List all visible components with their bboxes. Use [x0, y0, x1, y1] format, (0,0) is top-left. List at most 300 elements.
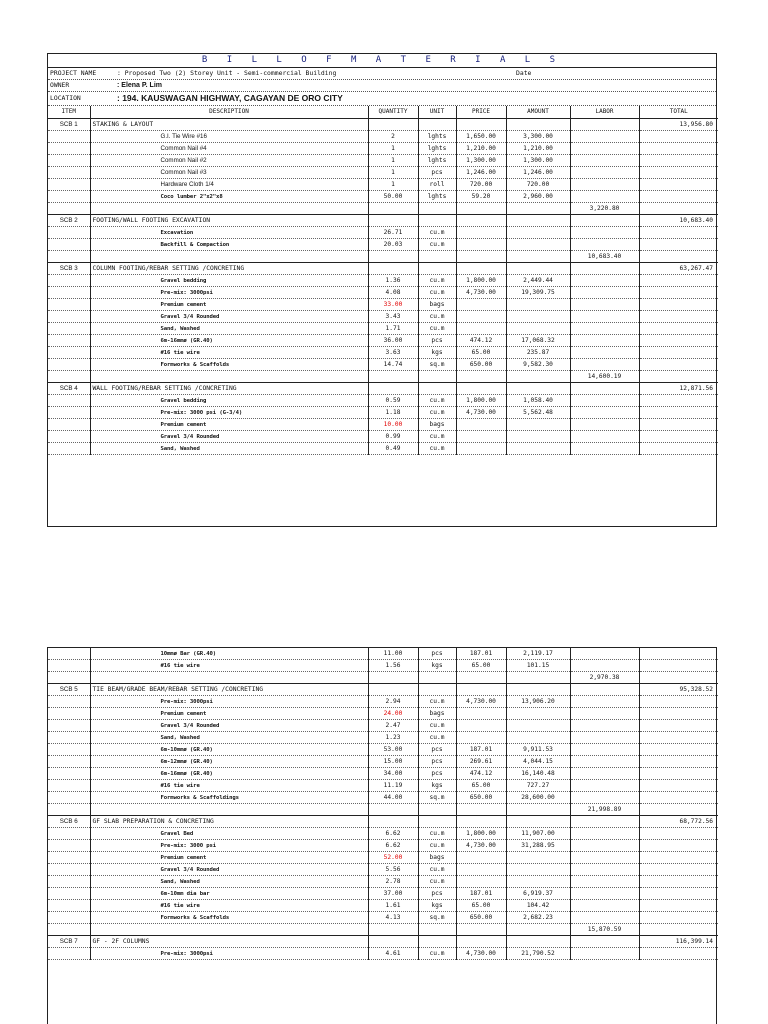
material-row	[48, 912, 718, 924]
amount-cell	[506, 203, 570, 215]
material-quantity: 36.00	[368, 335, 418, 347]
labor-cell	[570, 936, 639, 948]
material-row	[48, 660, 718, 672]
material-price	[456, 431, 506, 443]
total-cell	[639, 864, 718, 876]
material-row	[48, 179, 718, 191]
material-amount: 17,068.32	[506, 335, 570, 347]
header-unit: UNIT	[418, 106, 456, 119]
material-description: G.I. Tie Wire #16	[90, 131, 368, 143]
material-amount: 9,911.53	[506, 744, 570, 756]
item-cell	[48, 876, 90, 888]
item-cell	[48, 287, 90, 299]
material-description: Sand, Washed	[90, 443, 368, 455]
material-unit: cu.m	[418, 840, 456, 852]
item-cell	[48, 660, 90, 672]
labor-cell	[570, 119, 639, 131]
material-quantity: 1	[368, 167, 418, 179]
material-description: Premium cement	[90, 852, 368, 864]
bom-sheet-page-1	[47, 53, 717, 527]
quantity-cell	[368, 804, 418, 816]
material-amount	[506, 227, 570, 239]
material-row	[48, 275, 718, 287]
quantity-cell	[368, 816, 418, 828]
item-cell	[48, 239, 90, 251]
material-price: 4,730.00	[456, 948, 506, 960]
material-unit: cu.m	[418, 287, 456, 299]
item-cell	[48, 648, 90, 660]
section-title: WALL FOOTING/REBAR SETTING /CONCRETING	[90, 383, 368, 395]
unit-cell	[418, 215, 456, 227]
total-cell	[639, 852, 718, 864]
material-description: 6m-10mmø (GR.40)	[90, 744, 368, 756]
labor-cell	[570, 179, 639, 191]
labor-subtotal-row	[48, 672, 718, 684]
material-description: Formworks & Scaffolds	[90, 912, 368, 924]
section-row	[48, 119, 718, 131]
material-row	[48, 708, 718, 720]
total-cell	[639, 335, 718, 347]
labor-cell	[570, 311, 639, 323]
labor-cell	[570, 792, 639, 804]
material-quantity: 1.18	[368, 407, 418, 419]
material-quantity: 24.00	[368, 708, 418, 720]
item-cell	[48, 768, 90, 780]
header-amount: AMOUNT	[506, 106, 570, 119]
material-quantity: 6.62	[368, 840, 418, 852]
item-cell	[48, 227, 90, 239]
material-description: 6m-16mmø (GR.40)	[90, 768, 368, 780]
material-quantity: 10.00	[368, 419, 418, 431]
location-label: LOCATION	[50, 94, 81, 102]
item-cell	[48, 720, 90, 732]
labor-cell	[570, 167, 639, 179]
total-cell	[639, 203, 718, 215]
material-row	[48, 191, 718, 203]
header-quantity: QUANTITY	[368, 106, 418, 119]
quantity-cell	[368, 263, 418, 275]
material-quantity: 3.63	[368, 347, 418, 359]
amount-cell	[506, 804, 570, 816]
material-unit: kgs	[418, 347, 456, 359]
material-quantity: 52.00	[368, 852, 418, 864]
material-amount: 21,790.52	[506, 948, 570, 960]
item-cell	[48, 431, 90, 443]
header-description: DESCRIPTION	[90, 106, 368, 119]
material-quantity: 2	[368, 131, 418, 143]
material-description: Gravel 3/4 Rounded	[90, 720, 368, 732]
total-cell	[639, 371, 718, 383]
labor-cell	[570, 864, 639, 876]
material-row	[48, 720, 718, 732]
material-quantity: 3.43	[368, 311, 418, 323]
labor-cell	[570, 732, 639, 744]
total-cell	[639, 924, 718, 936]
material-description: 10mmø Bar (GR.40)	[90, 648, 368, 660]
unit-cell	[418, 383, 456, 395]
material-unit: kgs	[418, 780, 456, 792]
material-price	[456, 732, 506, 744]
price-cell	[456, 263, 506, 275]
material-quantity: 1	[368, 143, 418, 155]
material-price: 4,730.00	[456, 287, 506, 299]
bom-table-2	[48, 648, 718, 960]
labor-cell	[570, 756, 639, 768]
total-cell	[639, 443, 718, 455]
labor-amount: 2,970.38	[570, 672, 639, 684]
material-price: 1,800.00	[456, 828, 506, 840]
item-cell	[48, 359, 90, 371]
material-description: Sand, Washed	[90, 732, 368, 744]
material-unit: roll	[418, 179, 456, 191]
unit-cell	[418, 924, 456, 936]
material-quantity: 4.13	[368, 912, 418, 924]
total-cell	[639, 395, 718, 407]
labor-cell	[570, 684, 639, 696]
description-cell	[90, 251, 368, 263]
labor-cell	[570, 299, 639, 311]
material-price: 650.00	[456, 792, 506, 804]
material-quantity: 44.00	[368, 792, 418, 804]
material-amount: 101.15	[506, 660, 570, 672]
total-cell	[639, 744, 718, 756]
labor-cell	[570, 431, 639, 443]
item-cell	[48, 203, 90, 215]
labor-cell	[570, 888, 639, 900]
material-quantity: 34.00	[368, 768, 418, 780]
total-cell	[639, 359, 718, 371]
material-quantity: 1	[368, 155, 418, 167]
material-row	[48, 900, 718, 912]
material-row	[48, 792, 718, 804]
material-amount	[506, 852, 570, 864]
material-unit: pcs	[418, 335, 456, 347]
material-unit: lghts	[418, 131, 456, 143]
material-unit: cu.m	[418, 275, 456, 287]
item-cell	[48, 275, 90, 287]
labor-cell	[570, 876, 639, 888]
labor-cell	[570, 900, 639, 912]
material-price: 1,210.00	[456, 143, 506, 155]
item-cell	[48, 780, 90, 792]
material-amount	[506, 311, 570, 323]
material-price: 4,730.00	[456, 696, 506, 708]
quantity-cell	[368, 119, 418, 131]
item-code: SCB 6	[48, 816, 90, 828]
labor-cell	[570, 275, 639, 287]
description-cell	[90, 203, 368, 215]
item-cell	[48, 924, 90, 936]
price-cell	[456, 684, 506, 696]
labor-amount: 21,998.89	[570, 804, 639, 816]
price-cell	[456, 672, 506, 684]
bom-table-1	[48, 106, 718, 455]
total-cell	[639, 780, 718, 792]
material-row	[48, 287, 718, 299]
material-price	[456, 299, 506, 311]
material-amount: 31,288.95	[506, 840, 570, 852]
price-cell	[456, 371, 506, 383]
material-description: Sand, Washed	[90, 876, 368, 888]
total-cell	[639, 143, 718, 155]
material-amount: 1,300.00	[506, 155, 570, 167]
location-row	[48, 92, 716, 106]
material-description: Common Nail #2	[90, 155, 368, 167]
unit-cell	[418, 672, 456, 684]
labor-cell	[570, 744, 639, 756]
material-unit: lghts	[418, 155, 456, 167]
section-row	[48, 263, 718, 275]
total-cell	[639, 888, 718, 900]
item-cell	[48, 191, 90, 203]
material-price: 650.00	[456, 912, 506, 924]
price-cell	[456, 924, 506, 936]
material-quantity: 33.00	[368, 299, 418, 311]
total-cell	[639, 419, 718, 431]
material-unit: pcs	[418, 888, 456, 900]
material-quantity: 1.36	[368, 275, 418, 287]
material-amount: 104.42	[506, 900, 570, 912]
total-cell	[639, 287, 718, 299]
material-amount: 2,449.44	[506, 275, 570, 287]
total-cell	[639, 840, 718, 852]
total-cell	[639, 155, 718, 167]
labor-cell	[570, 347, 639, 359]
section-title: FOOTING/WALL FOOTING EXCAVATION	[90, 215, 368, 227]
material-unit: sq.m	[418, 912, 456, 924]
item-cell	[48, 732, 90, 744]
material-quantity: 1.23	[368, 732, 418, 744]
description-cell	[90, 672, 368, 684]
section-title: TIE BEAM/GRADE BEAM/REBAR SETTING /CONCRETING	[90, 684, 368, 696]
price-cell	[456, 119, 506, 131]
material-row	[48, 948, 718, 960]
project-name-label: PROJECT NAME	[50, 69, 97, 77]
unit-cell	[418, 684, 456, 696]
material-quantity: 14.74	[368, 359, 418, 371]
material-price	[456, 419, 506, 431]
labor-cell	[570, 828, 639, 840]
amount-cell	[506, 936, 570, 948]
material-unit: cu.m	[418, 239, 456, 251]
total-cell	[639, 167, 718, 179]
material-price: 187.01	[456, 888, 506, 900]
material-row	[48, 864, 718, 876]
amount-cell	[506, 371, 570, 383]
amount-cell	[506, 263, 570, 275]
labor-amount: 3,220.80	[570, 203, 639, 215]
material-description: Gravel 3/4 Rounded	[90, 864, 368, 876]
labor-cell	[570, 660, 639, 672]
material-unit: cu.m	[418, 431, 456, 443]
header-total: TOTAL	[639, 106, 718, 119]
material-price: 1,800.00	[456, 275, 506, 287]
owner-value: : Elena P. Lim	[117, 82, 162, 89]
document-title: B I L L O F M A T E R I A L S	[48, 54, 716, 68]
material-amount	[506, 239, 570, 251]
material-description: Premium cement	[90, 419, 368, 431]
material-quantity: 5.56	[368, 864, 418, 876]
material-unit: cu.m	[418, 948, 456, 960]
material-row	[48, 756, 718, 768]
price-cell	[456, 203, 506, 215]
labor-cell	[570, 227, 639, 239]
section-row	[48, 936, 718, 948]
material-amount: 2,960.00	[506, 191, 570, 203]
item-cell	[48, 155, 90, 167]
material-unit: cu.m	[418, 828, 456, 840]
labor-subtotal-row	[48, 251, 718, 263]
section-total: 63,267.47	[639, 263, 718, 275]
owner-row	[48, 80, 716, 92]
total-cell	[639, 251, 718, 263]
material-quantity: 1.61	[368, 900, 418, 912]
material-row	[48, 335, 718, 347]
header-item: ITEM	[48, 106, 90, 119]
price-cell	[456, 804, 506, 816]
material-unit: cu.m	[418, 227, 456, 239]
section-total: 12,871.56	[639, 383, 718, 395]
item-cell	[48, 395, 90, 407]
amount-cell	[506, 251, 570, 263]
material-unit: cu.m	[418, 443, 456, 455]
item-cell	[48, 708, 90, 720]
material-amount: 11,907.00	[506, 828, 570, 840]
material-quantity: 0.59	[368, 395, 418, 407]
material-description: Common Nail #4	[90, 143, 368, 155]
material-price: 720.00	[456, 179, 506, 191]
material-price	[456, 720, 506, 732]
labor-amount: 10,683.40	[570, 251, 639, 263]
item-code: SCB 2	[48, 215, 90, 227]
material-price: 1,650.00	[456, 131, 506, 143]
material-amount: 235.87	[506, 347, 570, 359]
item-cell	[48, 371, 90, 383]
material-description: Pre-mix: 3000psi	[90, 287, 368, 299]
item-cell	[48, 852, 90, 864]
quantity-cell	[368, 215, 418, 227]
material-row	[48, 780, 718, 792]
item-code: SCB 7	[48, 936, 90, 948]
material-unit: kgs	[418, 900, 456, 912]
material-unit: cu.m	[418, 732, 456, 744]
total-cell	[639, 708, 718, 720]
section-total: 13,956.80	[639, 119, 718, 131]
item-cell	[48, 888, 90, 900]
item-cell	[48, 299, 90, 311]
labor-cell	[570, 143, 639, 155]
total-cell	[639, 672, 718, 684]
total-cell	[639, 191, 718, 203]
labor-cell	[570, 215, 639, 227]
material-description: Gravel bedding	[90, 395, 368, 407]
material-description: Excavation	[90, 227, 368, 239]
material-unit: bags	[418, 852, 456, 864]
material-amount	[506, 732, 570, 744]
item-cell	[48, 443, 90, 455]
material-price: 269.61	[456, 756, 506, 768]
price-cell	[456, 816, 506, 828]
labor-cell	[570, 383, 639, 395]
date-label: Date	[516, 69, 532, 77]
header-price: PRICE	[456, 106, 506, 119]
material-amount: 5,562.48	[506, 407, 570, 419]
labor-cell	[570, 948, 639, 960]
total-cell	[639, 912, 718, 924]
material-price: 65.00	[456, 347, 506, 359]
section-total: 95,328.52	[639, 684, 718, 696]
material-description: Backfill & Compaction	[90, 239, 368, 251]
material-row	[48, 395, 718, 407]
material-quantity: 11.19	[368, 780, 418, 792]
total-cell	[639, 648, 718, 660]
material-unit: lghts	[418, 143, 456, 155]
material-unit: sq.m	[418, 792, 456, 804]
material-unit: cu.m	[418, 311, 456, 323]
material-description: Common Nail #3	[90, 167, 368, 179]
material-quantity: 4.61	[368, 948, 418, 960]
material-unit: bags	[418, 708, 456, 720]
material-row	[48, 143, 718, 155]
material-price: 1,246.00	[456, 167, 506, 179]
material-price: 1,300.00	[456, 155, 506, 167]
description-cell	[90, 371, 368, 383]
material-quantity: 11.00	[368, 648, 418, 660]
material-unit: cu.m	[418, 876, 456, 888]
material-amount: 3,300.00	[506, 131, 570, 143]
total-cell	[639, 347, 718, 359]
section-title: GF SLAB PREPARATION & CONCRETING	[90, 816, 368, 828]
material-quantity: 0.99	[368, 431, 418, 443]
labor-cell	[570, 395, 639, 407]
material-price: 650.00	[456, 359, 506, 371]
item-cell	[48, 311, 90, 323]
material-price: 1,800.00	[456, 395, 506, 407]
labor-cell	[570, 335, 639, 347]
material-unit: cu.m	[418, 395, 456, 407]
item-cell	[48, 696, 90, 708]
section-total: 10,683.40	[639, 215, 718, 227]
item-cell	[48, 840, 90, 852]
material-description: Premium cement	[90, 299, 368, 311]
item-cell	[48, 167, 90, 179]
material-amount	[506, 299, 570, 311]
labor-amount: 14,600.19	[570, 371, 639, 383]
header-labor: LABOR	[570, 106, 639, 119]
item-cell	[48, 828, 90, 840]
price-cell	[456, 215, 506, 227]
amount-cell	[506, 383, 570, 395]
material-amount: 28,600.00	[506, 792, 570, 804]
material-quantity: 1.71	[368, 323, 418, 335]
total-cell	[639, 768, 718, 780]
material-description: Gravel bedding	[90, 275, 368, 287]
section-title: COLUMN FOOTING/REBAR SETTING /CONCRETING	[90, 263, 368, 275]
material-description: 6m-16mmø (GR.40)	[90, 335, 368, 347]
location-value: : 194. KAUSWAGAN HIGHWAY, CAGAYAN DE ORO CITY	[117, 93, 343, 103]
material-unit: cu.m	[418, 323, 456, 335]
amount-cell	[506, 816, 570, 828]
material-description: Hardware Cloth 1/4	[90, 179, 368, 191]
project-name-row	[48, 68, 716, 80]
total-cell	[639, 876, 718, 888]
material-amount: 13,906.20	[506, 696, 570, 708]
material-amount	[506, 876, 570, 888]
labor-amount: 15,870.59	[570, 924, 639, 936]
material-price	[456, 852, 506, 864]
section-total: 116,399.14	[639, 936, 718, 948]
material-description: Sand, Washed	[90, 323, 368, 335]
